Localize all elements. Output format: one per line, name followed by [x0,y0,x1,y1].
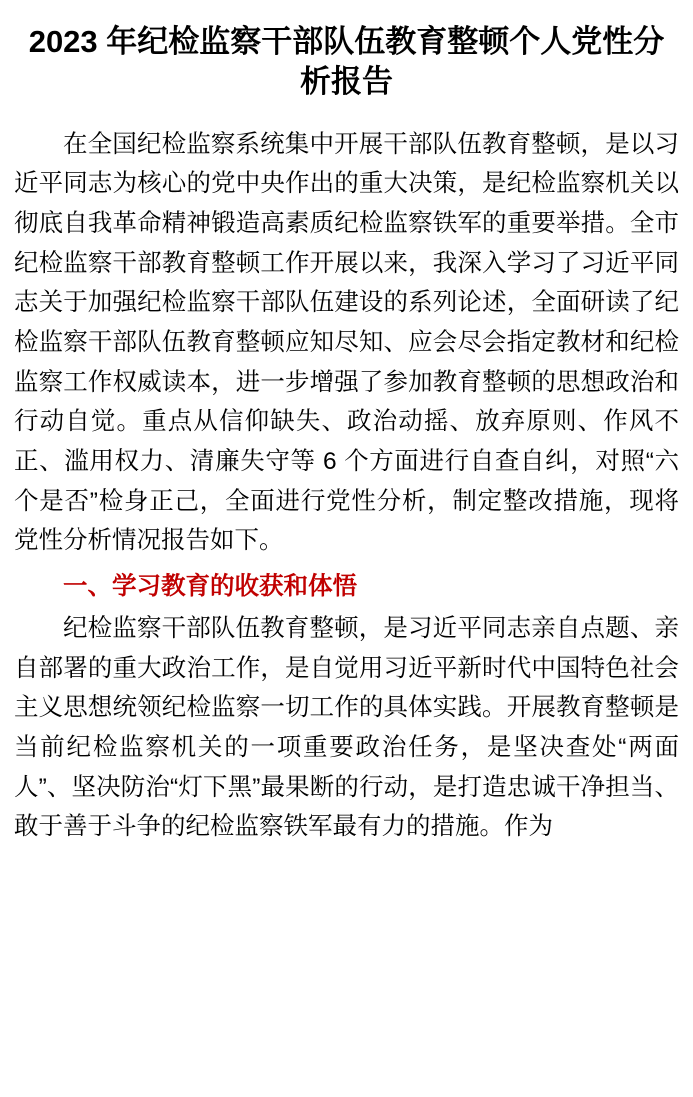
section-heading-one: 一、学习教育的收获和体悟 [63,573,357,601]
page-title: 2023 年纪检监察干部队伍教育整顿个人党性分析报告 [28,24,665,100]
paragraph-section-one-body: 纪检监察干部队伍教育整顿，是习近平同志亲自点题、亲自部署的重大政治工作，是自觉用习近平新时代中国特色社会主义思想统领纪检监察一切工作的具体实践。开展教育整顿是当前纪检监察机关的一项重要政治任务，是坚决查处“两面人”、坚决防治“灯下黑”最果断的行动，是打造忠诚干净担当、敢于善于斗争的纪检监察铁军最有力的措施。作为 [14,614,679,841]
paragraph-intro: 在全国纪检监察系统集中开展干部队伍教育整顿，是以习近平同志为核心的党中央作出的重大决策，是纪检监察机关以彻底自我革命精神锻造高素质纪检监察铁军的重要举措。全市纪检监察干部教育整顿工作开展以来，我深入学习了习近平同志关于加强纪检监察干部队伍建设的系列论述，全面研读了纪检监察干部队伍教育整顿应知尽知、应会尽会指定教材和纪检监察工作权威读本，进一步增强了参加教育整顿的思想政治和行动自觉。重点从信仰缺失、政治动摇、放弃原则、作风不正、滥用权力、清廉失守等 6 个方面进行自查自纠，对照“六个是否”检身正己，全面进行党性分析，制定整改措施，现将党性分析情况报告如下。 [14,130,679,555]
